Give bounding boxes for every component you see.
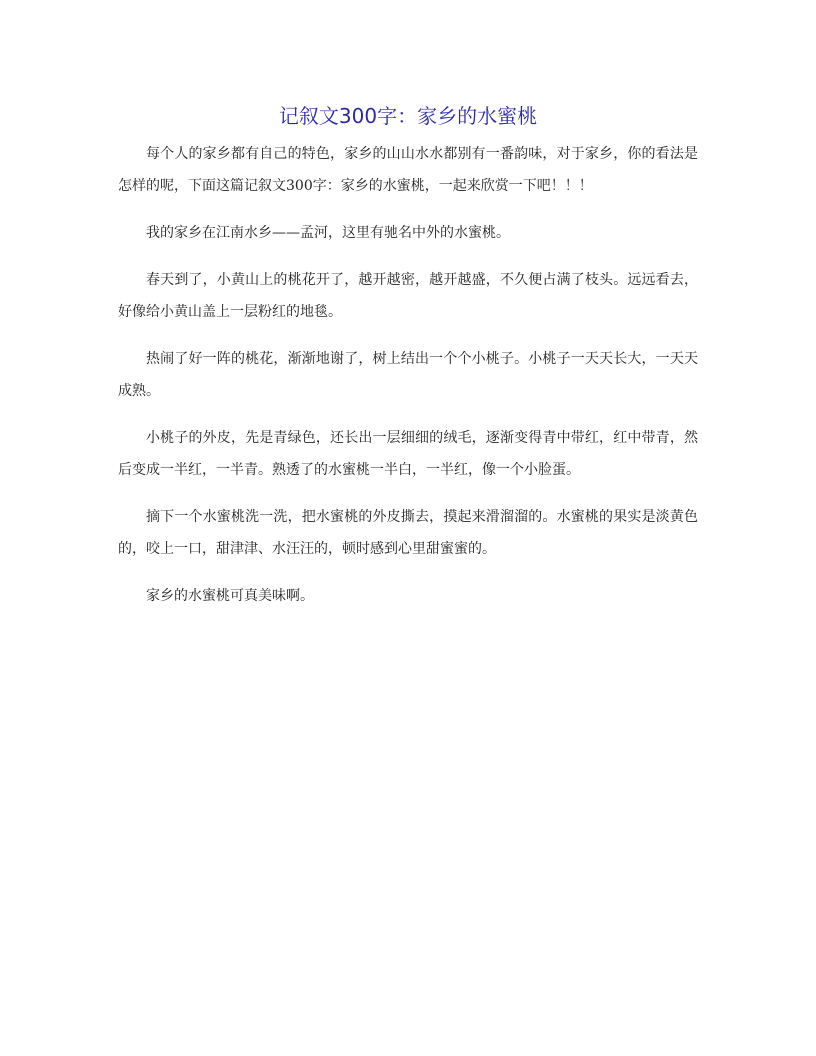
- paragraph-intro: 每个人的家乡都有自己的特色，家乡的山山水水都别有一番韵味，对于家乡，你的看法是怎样的呢，下面这篇记叙文300字：家乡的水蜜桃，一起来欣赏一下吧！！！: [118, 146, 698, 194]
- paragraph-fruiting: 热闹了好一阵的桃花，渐渐地谢了，树上结出一个个小桃子。小桃子一天天长大，一天天成熟。: [118, 351, 698, 399]
- paragraph-skin: 小桃子的外皮，先是青绿色，还长出一层细细的绒毛，逐渐变得青中带红，红中带青，然后变成一半红，一半青。熟透了的水蜜桃一半白，一半红，像一个小脸蛋。: [118, 430, 698, 478]
- paragraph-hometown: 我的家乡在江南水乡——孟河，这里有驰名中外的水蜜桃。: [146, 225, 510, 241]
- paragraph-taste: 摘下一个水蜜桃洗一洗，把水蜜桃的外皮撕去，摸起来滑溜溜的。水蜜桃的果实是淡黄色的，咬上一口，甜津津、水汪汪的，顿时感到心里甜蜜蜜的。: [118, 509, 698, 557]
- document-title: 记叙文300字：家乡的水蜜桃: [278, 104, 538, 128]
- paragraph-spring: 春天到了，小黄山上的桃花开了，越开越密，越开越盛，不久便占满了枝头。远远看去，好像给小黄山盖上一层粉红的地毯。: [118, 272, 698, 320]
- paragraph-conclusion: 家乡的水蜜桃可真美味啊。: [146, 588, 314, 604]
- document-body: [118, 138, 698, 627]
